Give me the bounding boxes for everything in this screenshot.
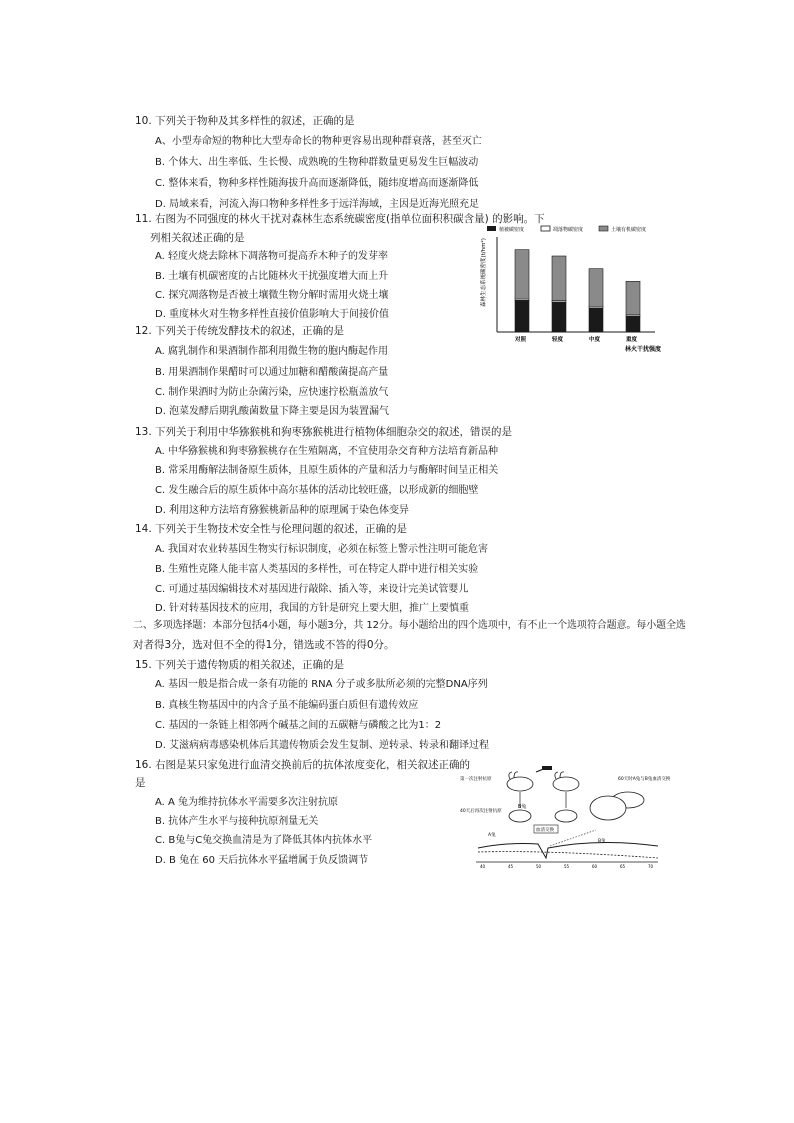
label-rabbit-b-top: B兔: [518, 804, 527, 810]
legend-swatch-soil: [599, 226, 608, 231]
question-10-option-c: C. 整体来看，物种多样性随海拔升高而逐渐降低，随纬度增高而逐渐降低: [155, 178, 479, 189]
chart-x-axis-label: 林火干扰强度: [625, 346, 662, 353]
carbon-density-chart: [475, 222, 665, 357]
question-11-option-d: D. 重度林火对生物多样性直接价值影响大于间接价值: [155, 309, 390, 320]
antibody-curve-b: [478, 842, 658, 858]
question-10-option-b: B. 个体大、出生率低、生长慢、成熟晚的生物种群数量更易发生巨幅波动: [155, 157, 479, 168]
question-16-option-d: D. B 兔在 60 天后抗体水平猛增属于负反馈调节: [155, 855, 369, 866]
label-first-injection: 第一次注射抗原: [460, 777, 492, 782]
section-2-instructions-line1: 二、多项选择题：本部分包括4小题，每小题3分，共 12分。每小题给出的四个选项中，有不止一个选项符合题意。每小题全选: [133, 620, 686, 631]
question-11-option-b: B. 土壤有机碳密度的占比随林火干扰强度增大而上升: [155, 271, 389, 282]
question-14-option-b: B. 生殖性克隆人能丰富人类基因的多样性，可在特定人群中进行相关实验: [155, 564, 479, 575]
carbon-density-chart-svg: [475, 222, 665, 357]
question-12-option-b: B. 用果酒制作果醋时可以通过加糖和醋酸菌提高产量: [155, 367, 389, 378]
question-15-stem: 15. 下列关于遗传物质的相关叙述，正确的是: [135, 659, 345, 671]
antibody-diagram-svg: [458, 770, 671, 870]
x-tick-label-2: 中度: [589, 337, 601, 343]
rabbit-icon: [507, 772, 533, 791]
antibody-diagram: [458, 770, 671, 870]
bar-soil-3: [626, 281, 640, 315]
legend-label-litter: 凋落物碳密度: [553, 227, 584, 233]
chart-x-ticks: [514, 335, 638, 343]
question-15-option-c: C. 基因的一条链上相邻两个碱基之间的五碳糖与磷酸之比为1：2: [155, 720, 442, 731]
bar-soil-2: [589, 269, 603, 307]
x-tick-label-3: 重度: [626, 337, 638, 343]
question-13-stem: 13. 下列关于利用中华猕猴桃和狗枣猕猴桃进行植物体细胞杂交的叙述，错误的是: [135, 426, 513, 438]
question-15-option-a: A. 基因一般是指合成一条有功能的 RNA 分子或多肽所必须的完整DNA序列: [155, 679, 488, 690]
question-12-option-c: C. 制作果酒时为防止杂菌污染，应快速拧松瓶盖放气: [155, 387, 389, 398]
question-16-stem-line1: 16. 右图是某只家兔进行血清交换前后的抗体浓度变化，相关叙述正确的: [135, 759, 471, 771]
time-tick-label-0: 40: [480, 864, 486, 869]
chart-legend: [487, 226, 646, 233]
x-tick-label-0: 对照: [515, 337, 527, 343]
question-16-option-a: A. A 兔为维持抗体水平需要多次注射抗原: [155, 797, 339, 808]
rabbit-icon: [590, 792, 644, 820]
question-10-option-d: D. 局域来看，河流入海口物种多样性多于远洋海域，主因是近海光照充足: [155, 199, 480, 210]
rabbit-icon: [555, 810, 577, 822]
syringe-icon: [536, 766, 552, 772]
x-tick-label-1: 轻度: [552, 337, 564, 343]
question-13-option-a: A. 中华猕猴桃和狗枣猕猴桃存在生殖隔离，不宜使用杂交育种方法培育新品种: [155, 446, 499, 457]
time-tick-label-4: 60: [592, 864, 598, 869]
time-tick-label-6: 70: [648, 864, 654, 869]
rabbit-icon: [509, 810, 531, 822]
legend-label-vegetation: 植被碳密度: [499, 227, 525, 233]
question-16-option-b: B. 抗体产生水平与接种抗原剂量无关: [155, 816, 319, 827]
bar-vegetation-1: [552, 302, 566, 332]
bar-vegetation-2: [589, 308, 603, 332]
bar-soil-1: [552, 256, 566, 301]
label-40-days: 40天后再次注射抗原: [460, 809, 502, 814]
bar-vegetation-0: [515, 300, 529, 332]
question-11-stem-line1: 11. 右图为不同强度的林火干扰对森林生态系统碳密度(指单位面积积碳含量) 的影响。下: [135, 213, 545, 225]
question-13-option-c: C. 发生融合后的原生质体中高尔基体的活动比较旺盛，以形成新的细胞壁: [155, 485, 479, 496]
antibody-curve-a: [478, 852, 658, 858]
question-12-stem: 12. 下列关于传统发酵技术的叙述，正确的是: [135, 325, 345, 337]
question-10-stem: 10. 下列关于物种及其多样性的叙述，正确的是: [135, 115, 355, 127]
label-a-rabbit: A兔: [488, 833, 496, 838]
question-14-option-d: D. 针对转基因技术的应用，我国的方针是研究上要大胆，推广上要慎重: [155, 603, 470, 614]
question-12-option-a: A. 腐乳制作和果酒制作都利用微生物的胞内酶起作用: [155, 346, 389, 357]
question-16-stem-line2: 是: [135, 777, 146, 789]
legend-swatch-litter: [541, 226, 550, 231]
question-10-option-a: A、小型寿命短的物种比大型寿命长的物种更容易出现种群衰落，甚至灭亡: [155, 136, 482, 147]
time-tick-label-3: 55: [564, 864, 570, 869]
question-11-option-c: C. 探究凋落物是否被土壤微生物分解时需用火烧土壤: [155, 290, 389, 301]
question-12-option-d: D. 泡菜发酵后期乳酸菌数量下降主要是因为装置漏气: [155, 406, 390, 417]
rabbit-icon: [553, 772, 579, 791]
section-2-instructions-line2: 对者得3分，选对但不全的得1分，错选或不答的得0分。: [133, 639, 395, 651]
time-tick-label-2: 50: [536, 864, 542, 869]
label-b-rabbit: B兔: [598, 839, 606, 844]
time-tick-label-1: 45: [508, 864, 514, 869]
question-16-option-c: C. B兔与C兔交换血清是为了降低其体内抗体水平: [155, 835, 373, 846]
question-11-stem-line2: 列相关叙述正确的是: [150, 232, 245, 244]
question-14-option-c: C. 可通过基因编辑技术对基因进行敲除、插入等，来设计完美试管婴儿: [155, 584, 469, 595]
question-15-option-b: B. 真核生物基因中的内含子虽不能编码蛋白质但有遗传效应: [155, 700, 419, 711]
legend-label-soil: 土壤有机碳密度: [611, 227, 647, 233]
bar-vegetation-3: [626, 316, 640, 332]
legend-swatch-vegetation: [487, 226, 496, 231]
question-15-option-d: D. 艾滋病病毒感染机体后其遗传物质会发生复制、逆转录、转录和翻译过程: [155, 740, 490, 751]
time-axis-ticks: [480, 864, 654, 869]
chart-y-axis-label: 森林生态系统碳密度(t/hm²): [481, 238, 487, 307]
question-11-option-a: A. 轻度火烧去除林下凋落物可提高乔木种子的发芽率: [155, 251, 389, 262]
time-tick-label-5: 65: [620, 864, 626, 869]
chart-bars: [515, 250, 640, 332]
label-serum-exchange: 血清交换: [536, 828, 554, 833]
question-14-stem: 14. 下列关于生物技术安全性与伦理问题的叙述，正确的是: [135, 523, 408, 535]
question-13-option-d: D. 利用这种方法培育猕猴桃新品种的原理属于染色体变异: [155, 505, 410, 516]
question-14-option-a: A. 我国对农业转基因生物实行标识制度，必须在标签上警示性注明可能危害: [155, 544, 489, 555]
label-60-days: 60天时A兔与B兔血清交换: [618, 777, 671, 782]
question-13-option-b: B. 常采用酶解法制备原生质体，且原生质体的产量和活力与酶解时间呈正相关: [155, 465, 499, 476]
bar-soil-0: [515, 250, 529, 299]
